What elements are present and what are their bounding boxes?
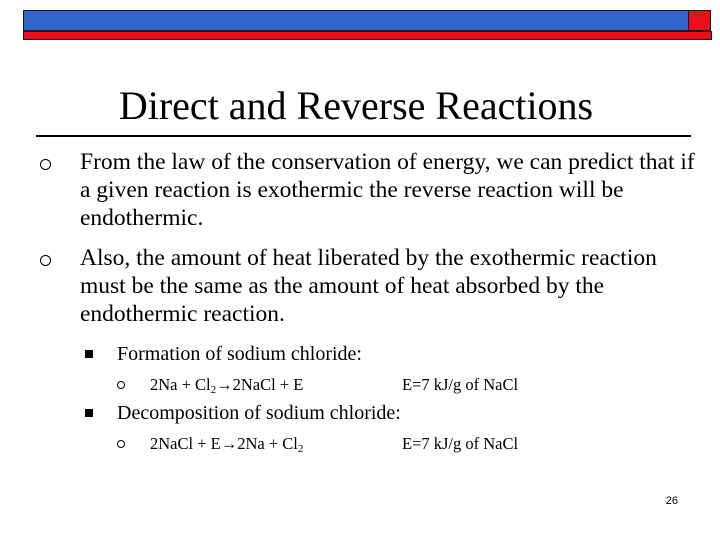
header-bar-red <box>23 31 712 40</box>
bullet-text-1: From the law of the conservation of energy, we can predict that if a given reaction is exothermic the reverse reaction will be endothermic. <box>80 149 695 231</box>
header-bar-blue <box>23 10 690 31</box>
square-bullet-icon <box>85 350 93 358</box>
slide-title: Direct and Reverse Reactions <box>118 83 594 128</box>
hollow-circle-bullet-icon <box>40 159 51 170</box>
square-bullet-icon <box>85 409 93 417</box>
formation-equation: $2Na + Cl_2\to 2NaCl + E$ <box>150 375 304 396</box>
bullet-text-2: Also, the amount of heat liberated by the exothermic reaction must be the same as the amount of heat absorbed by the endothermic reaction. <box>80 245 657 327</box>
decomposition-label: Decomposition of sodium chloride: <box>117 402 401 424</box>
decomposition-energy-value: E=7 kJ/g of NaCl <box>402 434 519 453</box>
formation-energy-value: E=7 kJ/g of NaCl <box>402 375 519 394</box>
formation-label: Formation of sodium chloride: <box>117 343 362 365</box>
page-number: 26 <box>665 495 678 507</box>
decomposition-equation: 2NaCl + $E\to 2Na + Cl_2$ <box>150 434 304 455</box>
small-circle-bullet-icon <box>117 381 125 389</box>
small-circle-bullet-icon <box>117 440 125 448</box>
title-divider <box>36 135 691 137</box>
hollow-circle-bullet-icon <box>40 255 51 266</box>
header-bar-square <box>688 10 711 31</box>
